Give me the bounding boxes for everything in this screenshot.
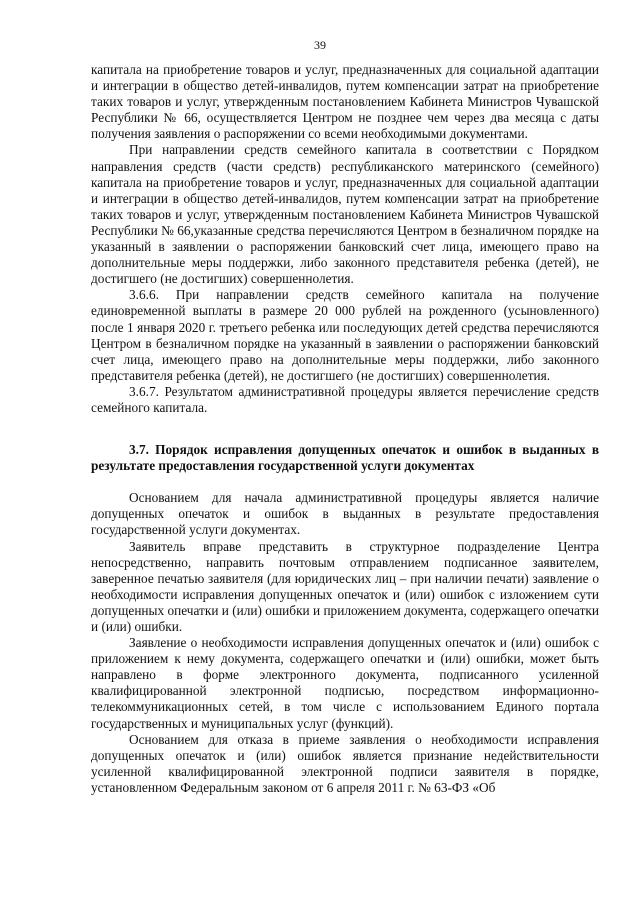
paragraph-3-6-7: 3.6.7. Результатом административной процедуры является перечисление средств семейного капитала.: [91, 383, 599, 415]
document-body: [91, 62, 599, 796]
paragraph: Основанием для отказа в приеме заявления о необходимости исправления допущенных опечаток и (или) ошибок является признание недействительности усиленной квалифицированной электронной подписи заявителя в порядке, установленном Федеральным законом от 6 апреля 2011 г. № 63-ФЗ «Об: [91, 731, 599, 795]
paragraph-3-6-6: 3.6.6. При направлении средств семейного капитала на получение единовременной выплаты в размере 20 000 рублей на рожденного (усыновленного) после 1 января 2020 г. третьего ребенка или последующих детей средства перечисляются Центром в безналичном порядке на указанный в заявлении о распоряжении банковский счет лица, имеющего право на дополнительные меры поддержки, либо законного представителя ребенка (детей), не достигшего (не достигших) совершеннолетия.: [91, 287, 599, 383]
paragraph: Заявитель вправе представить в структурное подразделение Центра непосредственно, направить почтовым отправлением подписанное заявителем, заверенное печатью заявителя (для юридических лиц – при наличии печати) заявление о необходимости исправления допущенных опечаток и (или) ошибок с изложением сути допущенных опечатки и (или) ошибки и приложением документа, содержащего опечатки и (или) ошибки.: [91, 538, 599, 634]
page-number: 39: [314, 38, 326, 52]
section-heading-3-7: 3.7. Порядок исправления допущенных опечаток и ошибок в выданных в результате предоставления государственной услуги документах: [91, 442, 599, 474]
paragraph: Заявление о необходимости исправления допущенных опечаток и (или) ошибок с приложением к нему документа, содержащего опечатки и (или) ошибки, может быть направлено в форме электронного документа, подписанного усиленной квалифицированной электронной подписью, посредством информационно-телекоммуникационных сетей, в том числе с использованием Единого портала государственных и муниципальных услуг (функций).: [91, 635, 599, 731]
paragraph-continuation: капитала на приобретение товаров и услуг, предназначенных для социальной адаптации и интеграции в общество детей-инвалидов, путем компенсации затрат на приобретение таких товаров и услуг, утвержденным постановлением Кабинета Министров Чувашской Республики № 66, осуществляется Центром не позднее чем через два месяца с даты получения заявления о распоряжении со всеми необходимыми документами.: [91, 62, 599, 142]
spacer: [91, 474, 599, 490]
paragraph: Основанием для начала административной процедуры является наличие допущенных опечаток и ошибок в выданных в результате предоставления государственной услуги документах.: [91, 490, 599, 538]
paragraph: При направлении средств семейного капитала в соответствии с Порядком направления средств (части средств) республиканского материнского (семейного) капитала на приобретение товаров и услуг, предназначенных для социальной адаптации и интеграции в общество детей-инвалидов, путем компенсации затрат на приобретение таких товаров и услуг, утвержденным постановлением Кабинета Министров Чувашской Республики № 66,указанные средства перечисляются Центром в безналичном порядке на указанный в заявлении о распоряжении банковский счет лица, имеющего право на дополнительные меры поддержки, либо законного представителя ребенка (детей), не достигшего (не достигших) совершеннолетия.: [91, 142, 599, 287]
